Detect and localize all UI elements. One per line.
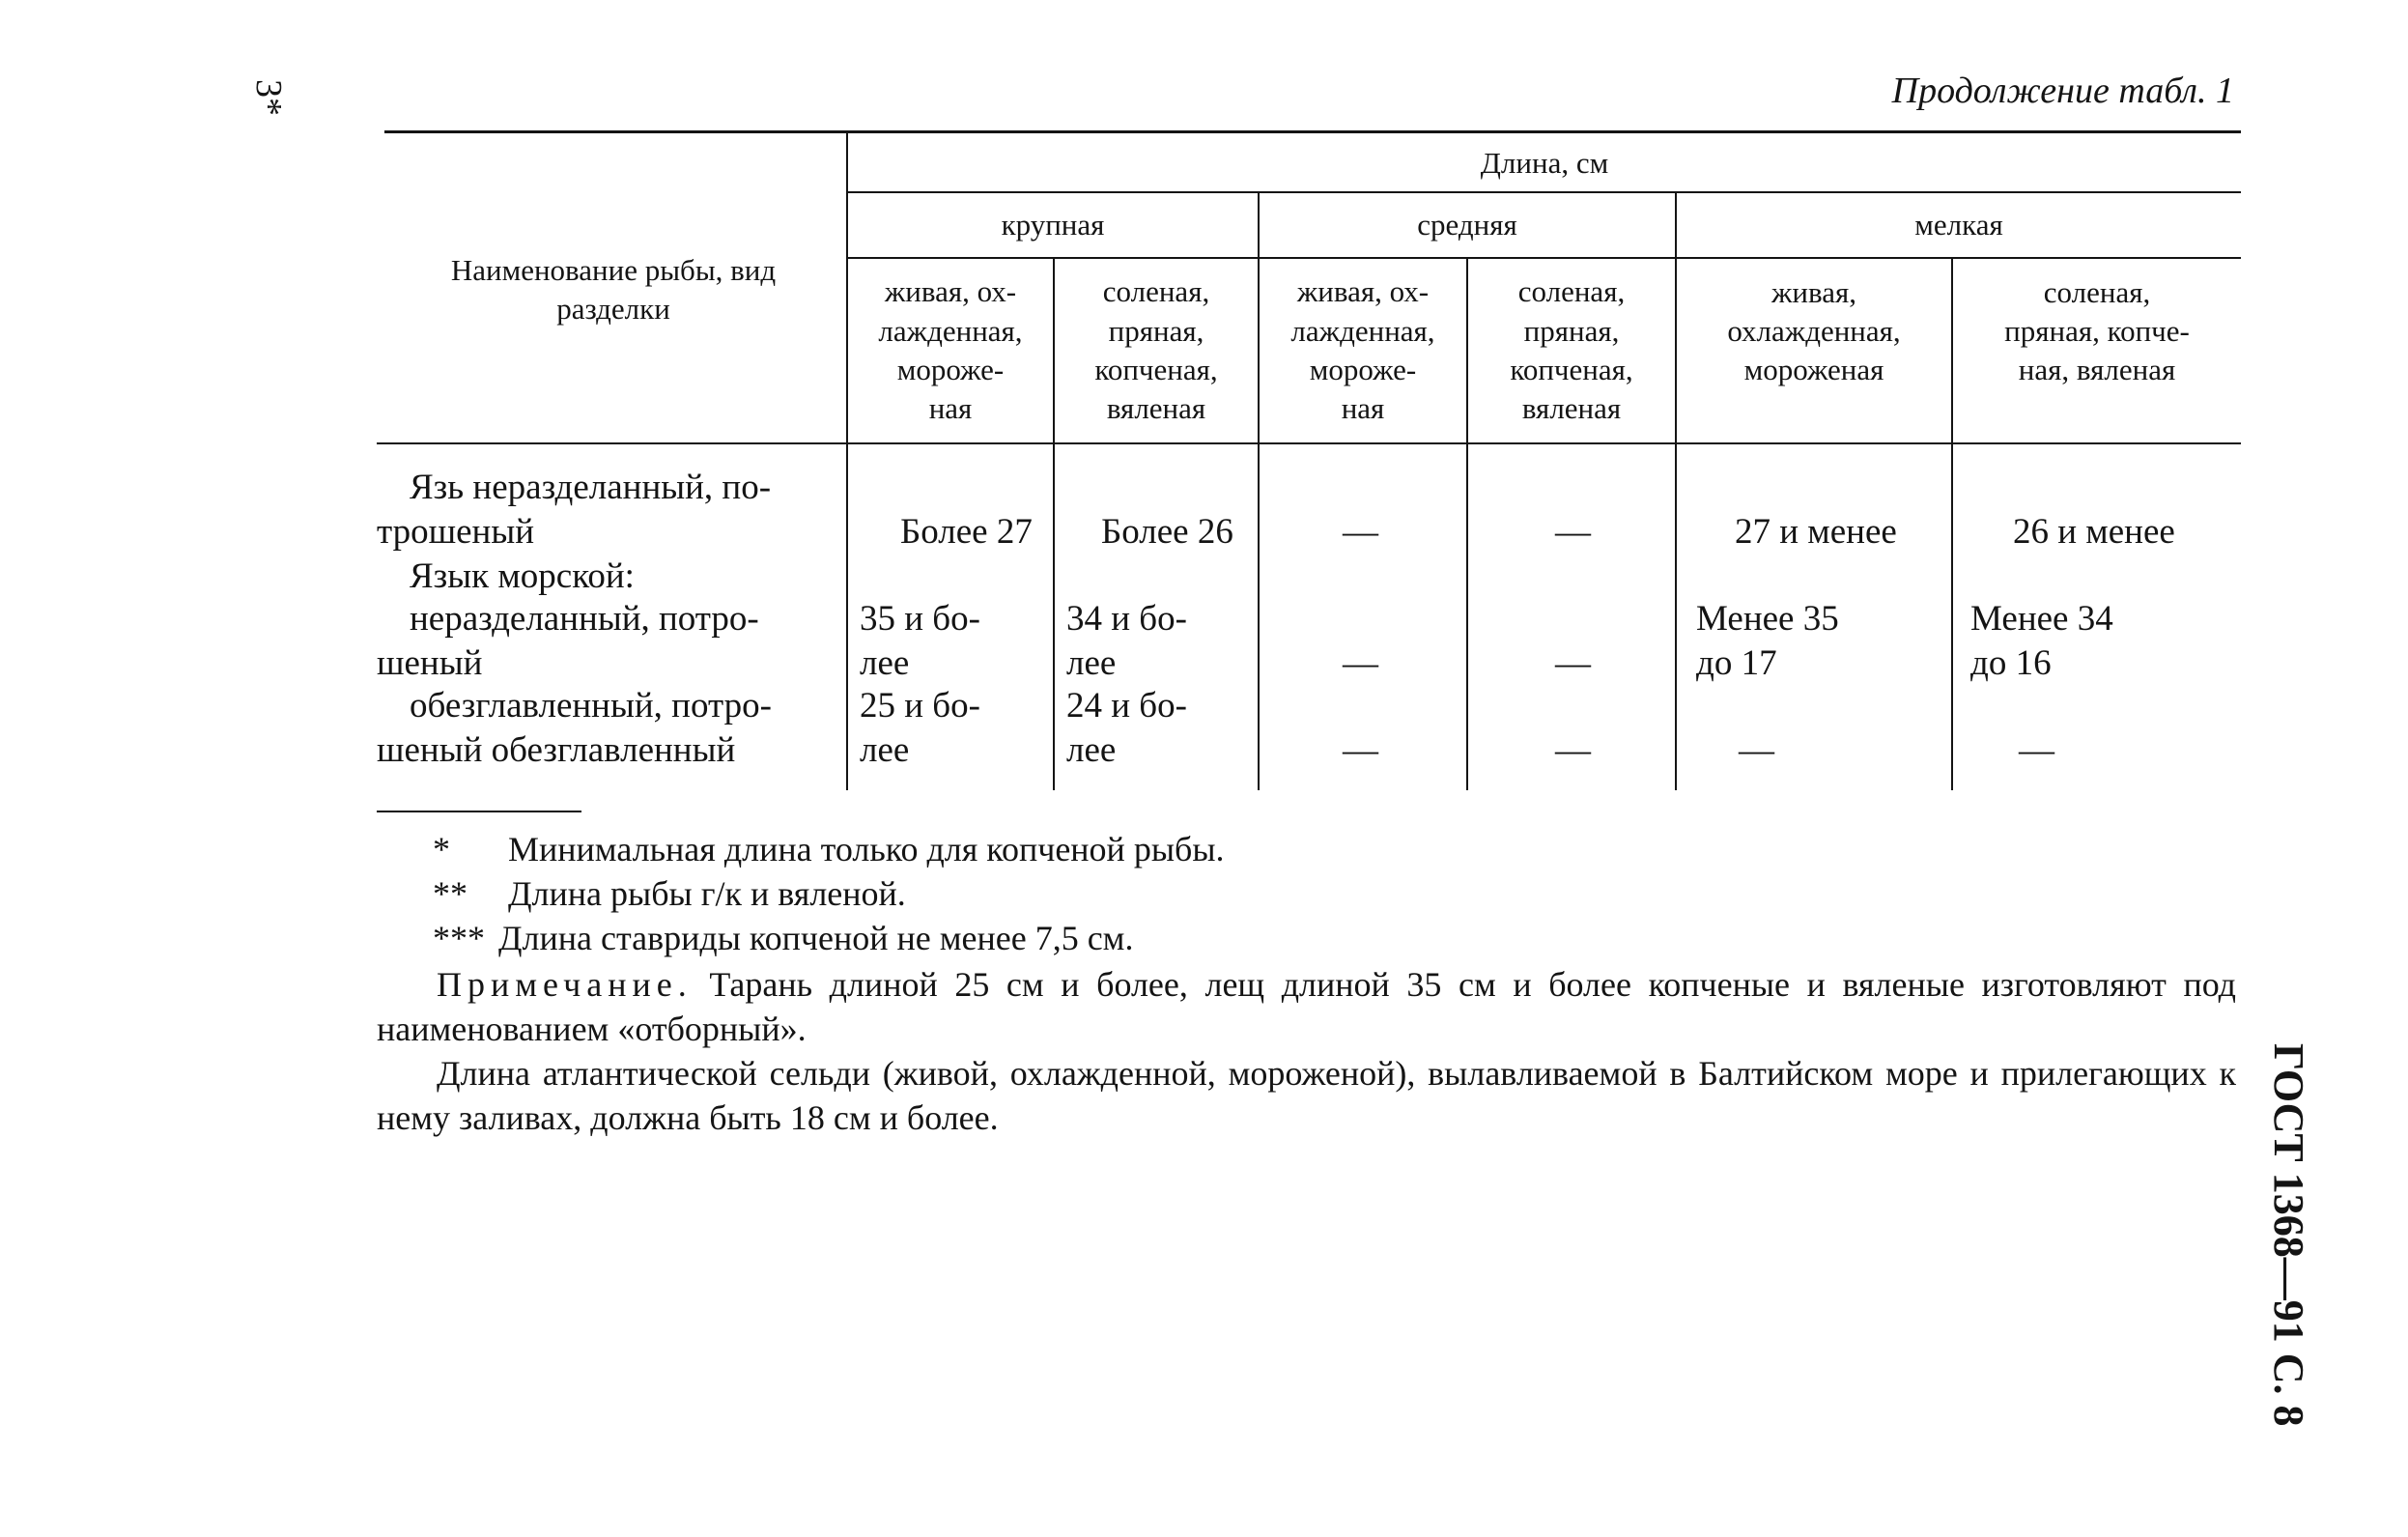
table-cell: 24 и бо- лее	[1066, 686, 1187, 770]
fish-name-line: неразделанный, потро-	[410, 599, 759, 639]
note-paragraph	[377, 962, 2236, 1051]
group-header-large: крупная	[1001, 207, 1105, 242]
footnote-mark: *	[433, 830, 450, 868]
subheader-cell: соленая, пряная, копченая, вяленая	[1094, 274, 1218, 426]
subheader-cell: соленая, пряная, копче- ная, вяленая	[2004, 274, 2190, 387]
note-text: Тарань длиной 25 см и более, лещ длиной 35 см и более копченые и вяленые изготовляют под наименованием «отборный».	[377, 965, 2236, 1048]
table-cell: —	[1343, 512, 1378, 552]
table-cell: Менее 34 до 16	[1970, 599, 2113, 683]
footnote-text: Минимальная длина только для копченой рыбы.	[508, 830, 1225, 868]
table-cell: 35 и бо- лее	[860, 599, 980, 683]
fish-name-line: шеный обезглавленный	[377, 730, 736, 770]
group-header-medium: средняя	[1417, 207, 1517, 242]
table-cell: 25 и бо- лее	[860, 686, 980, 770]
table-cell: —	[1555, 730, 1591, 770]
subheader-cell: живая, ох- лажденная, мороже- ная	[1290, 274, 1435, 426]
fish-name-line: обезглавленный, потро-	[410, 686, 772, 726]
table-cell: —	[1555, 643, 1591, 683]
table-cell: 34 и бо- лее	[1066, 599, 1187, 683]
body-paragraph: Длина атлантической сельди (живой, охлажденной, мороженой), вылавливаемой в Балтийском море и прилегающих к нему заливах, должна быть 18 см и более.	[377, 1054, 2236, 1137]
table-cell: —	[1739, 730, 1774, 770]
footnote-mark: ***	[433, 919, 485, 957]
page-mark: 3*	[248, 79, 289, 116]
fish-name-line: трошеный	[377, 512, 534, 552]
footnote-mark: **	[433, 874, 467, 913]
group-header-small: мелкая	[1914, 207, 2003, 242]
subheader-cell: живая, ох- лажденная, мороже- ная	[878, 274, 1023, 426]
table-line	[377, 442, 2241, 444]
table-cell: —	[1343, 730, 1378, 770]
footnote-rule	[377, 811, 581, 812]
table-cell: —	[1343, 643, 1378, 683]
table-cell: Более 27	[900, 512, 1033, 552]
column-header-name: Наименование рыбы, вид разделки	[450, 252, 777, 326]
column-header-length: Длина, см	[1480, 145, 1609, 180]
subheader-cell: живая, охлажденная, мороженая	[1727, 274, 1901, 387]
fish-name-line: Язь неразделанный, по-	[410, 468, 772, 507]
table-continuation-caption: Продолжение табл. 1	[1891, 71, 2234, 111]
fish-name-line: шеный	[377, 643, 483, 683]
table-cell: —	[1555, 512, 1591, 552]
table-cell: Менее 35 до 17	[1696, 599, 1839, 683]
table-cell: 26 и менее	[2013, 512, 2175, 552]
table-cell: Более 26	[1101, 512, 1233, 552]
table-cell: 27 и менее	[1735, 512, 1897, 552]
footnote-text: Длина ставриды копченой не менее 7,5 см.	[498, 919, 1134, 957]
fish-name-line: Язык морской:	[410, 556, 635, 596]
standard-code: ГОСТ 1368—91 С. 8	[2265, 1043, 2312, 1427]
subheader-cell: соленая, пряная, копченая, вяленая	[1510, 274, 1633, 426]
table-cell: —	[2019, 730, 2054, 770]
footnote-text: Длина рыбы г/к и вяленой.	[508, 874, 906, 913]
note-label: Примечание.	[437, 965, 693, 1004]
